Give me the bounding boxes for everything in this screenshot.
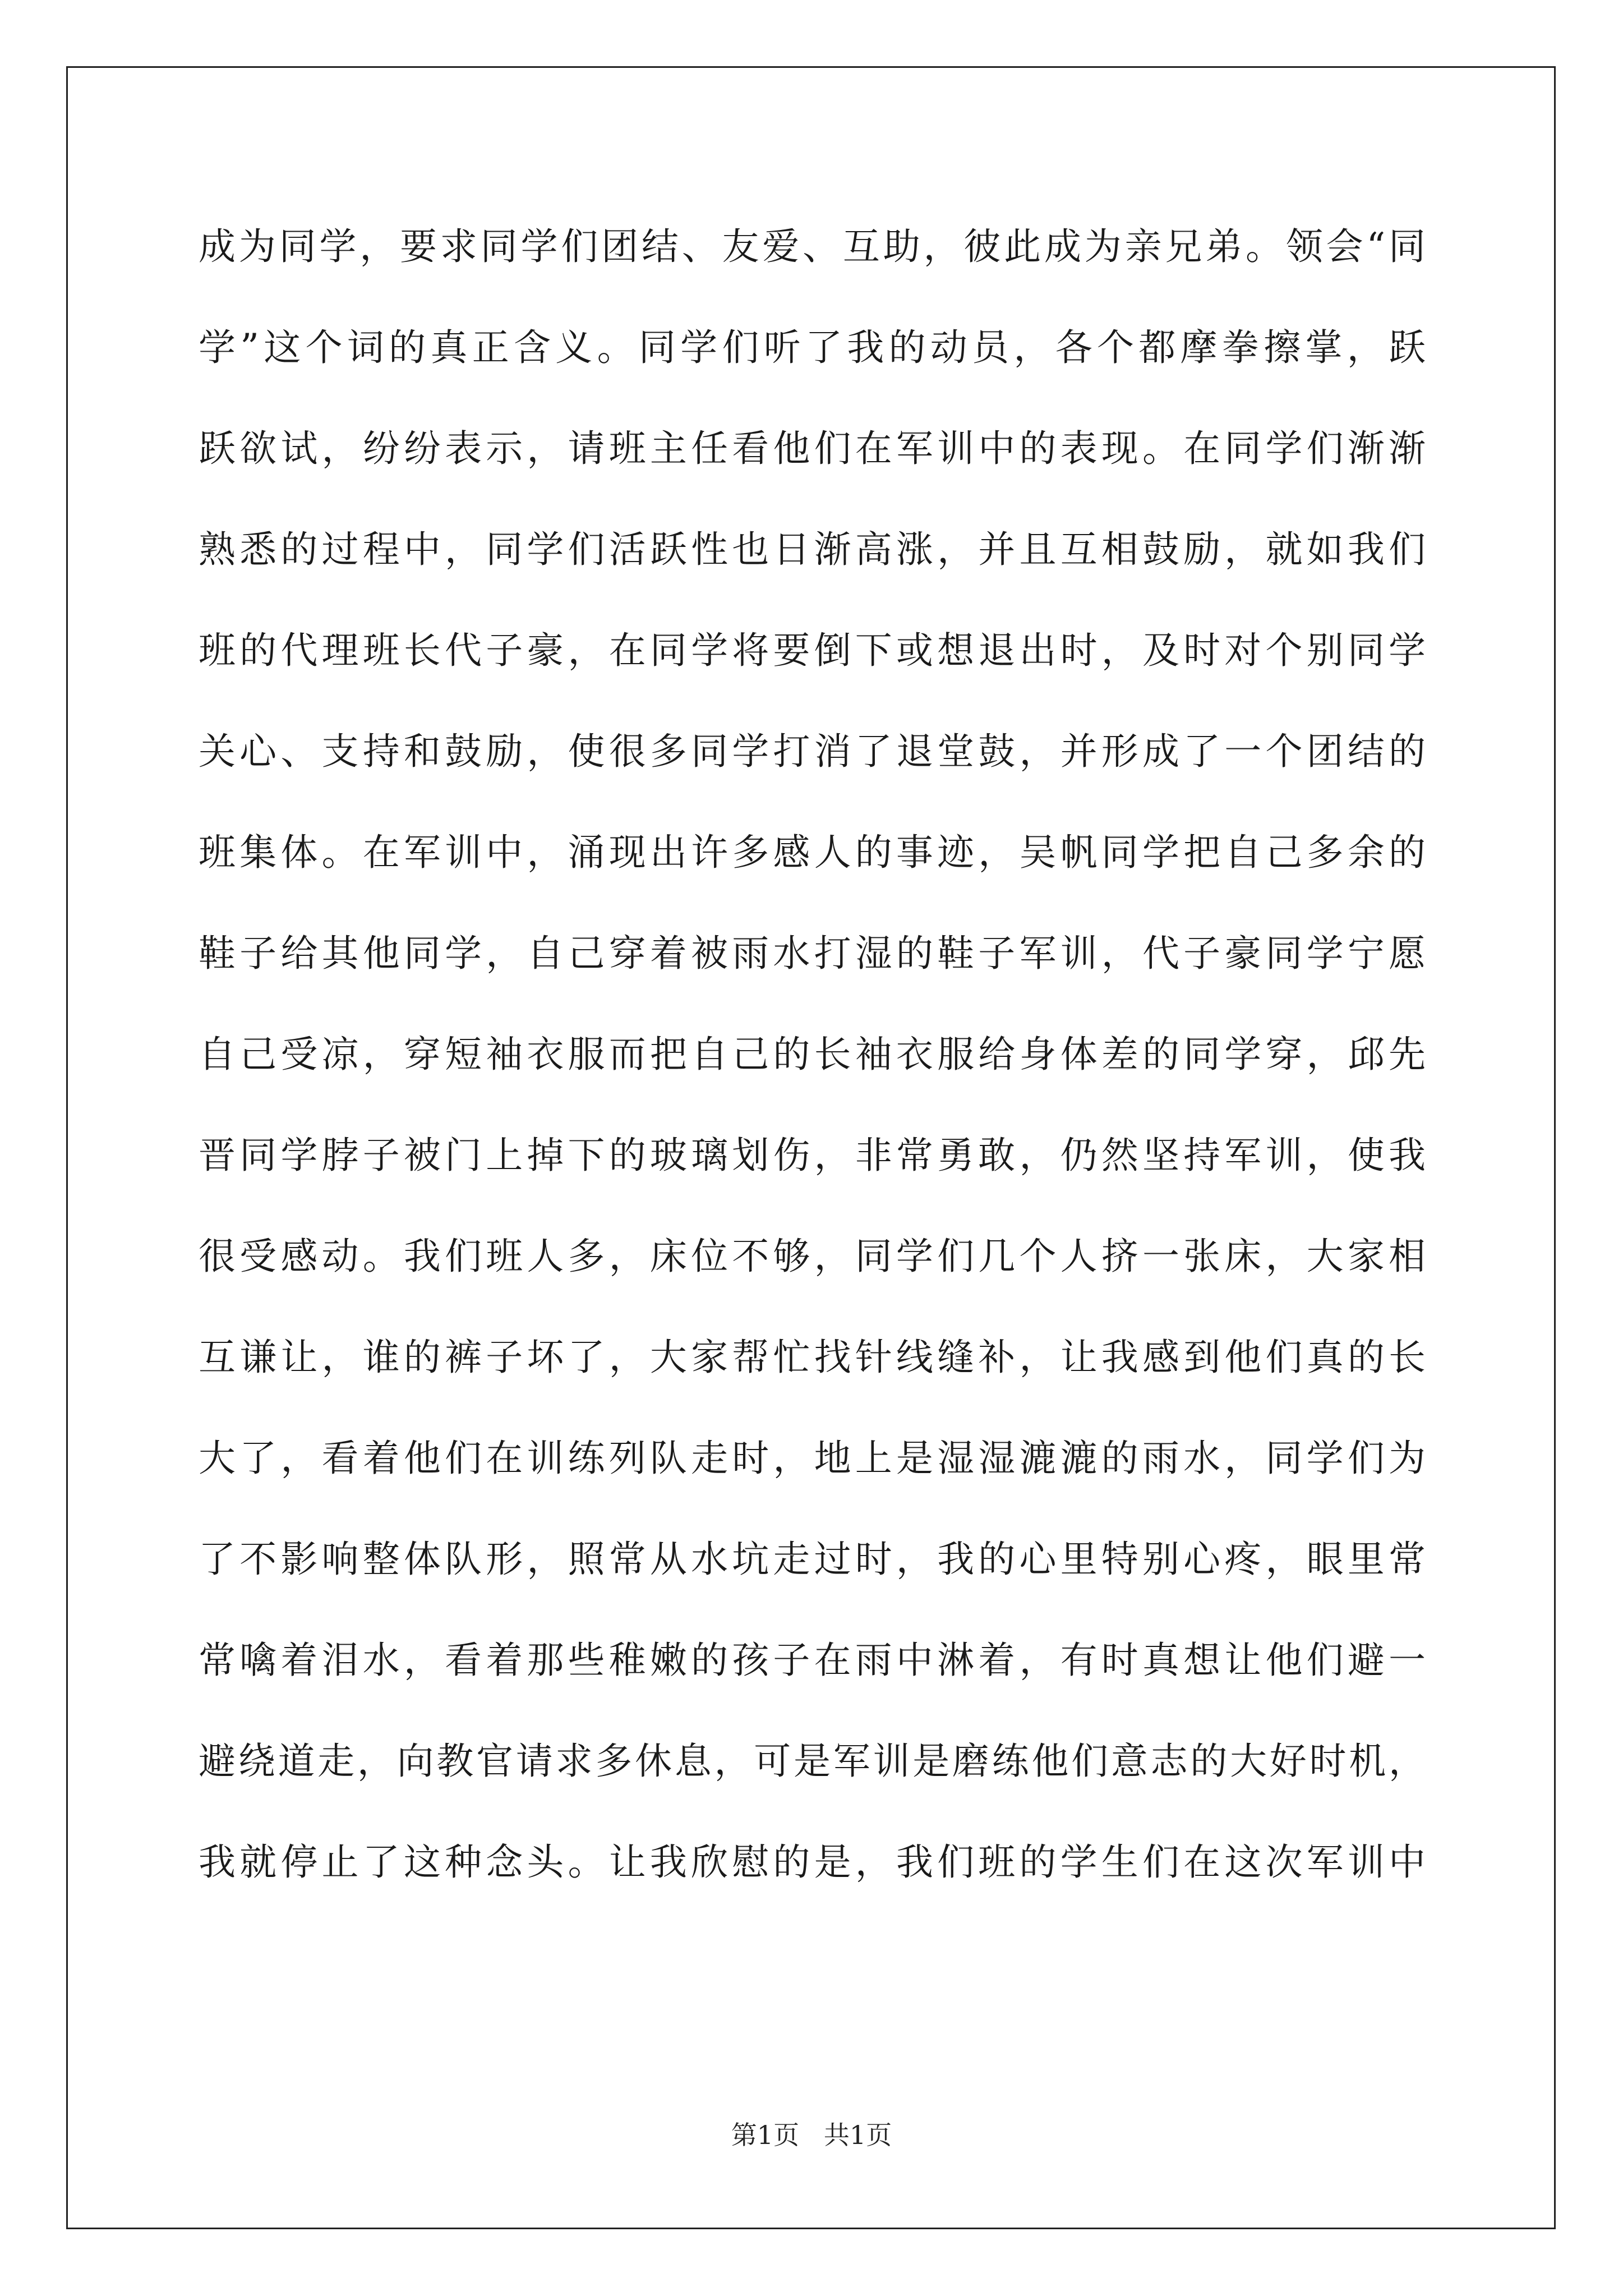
page-footer: 第1页 共1页 [731, 2120, 892, 2150]
text-line: 班集体。在军训中，涌现出许多感人的事迹，吴帆同学把自己多余的 [199, 831, 1427, 874]
text-line: 班的代理班长代子豪，在同学将要倒下或想退出时，及时对个别同学 [199, 629, 1427, 672]
text-line: 晋同学脖子被门上掉下的玻璃划伤，非常勇敢，仍然坚持军训，使我 [199, 1134, 1427, 1177]
text-line: 熟悉的过程中，同学们活跃性也日渐高涨，并且互相鼓励，就如我们 [199, 528, 1427, 571]
body-text [199, 196, 1427, 1913]
text-line: 学”这个词的真正含义。同学们听了我的动员，各个都摩拳擦掌，跃 [199, 326, 1427, 369]
text-line: 互谦让，谁的裤子坏了，大家帮忙找针线缝补，让我感到他们真的长 [199, 1336, 1427, 1379]
text-line: 避绕道走，向教官请求多休息，可是军训是磨练他们意志的大好时机， [199, 1740, 1427, 1783]
text-line: 鞋子给其他同学，自己穿着被雨水打湿的鞋子军训，代子豪同学宁愿 [199, 932, 1427, 975]
text-line: 很受感动。我们班人多，床位不够，同学们几个人挤一张床，大家相 [199, 1235, 1427, 1278]
text-line: 我就停止了这种念头。让我欣慰的是，我们班的学生们在这次军训中 [199, 1841, 1427, 1884]
text-line: 了不影响整体队形，照常从水坑走过时，我的心里特别心疼，眼里常 [199, 1538, 1427, 1581]
text-line: 成为同学，要求同学们团结、友爱、互助，彼此成为亲兄弟。领会“同 [199, 225, 1427, 268]
text-line: 常噙着泪水，看着那些稚嫩的孩子在雨中淋着，有时真想让他们避一 [199, 1639, 1427, 1682]
text-line: 跃欲试，纷纷表示，请班主任看他们在军训中的表现。在同学们渐渐 [199, 427, 1427, 470]
text-line: 自己受凉，穿短袖衣服而把自己的长袖衣服给身体差的同学穿，邱先 [199, 1033, 1427, 1076]
text-line: 关心、支持和鼓励，使很多同学打消了退堂鼓，并形成了一个团结的 [199, 730, 1427, 773]
text-line: 大了，看着他们在训练列队走时，地上是湿湿漉漉的雨水，同学们为 [199, 1437, 1427, 1480]
